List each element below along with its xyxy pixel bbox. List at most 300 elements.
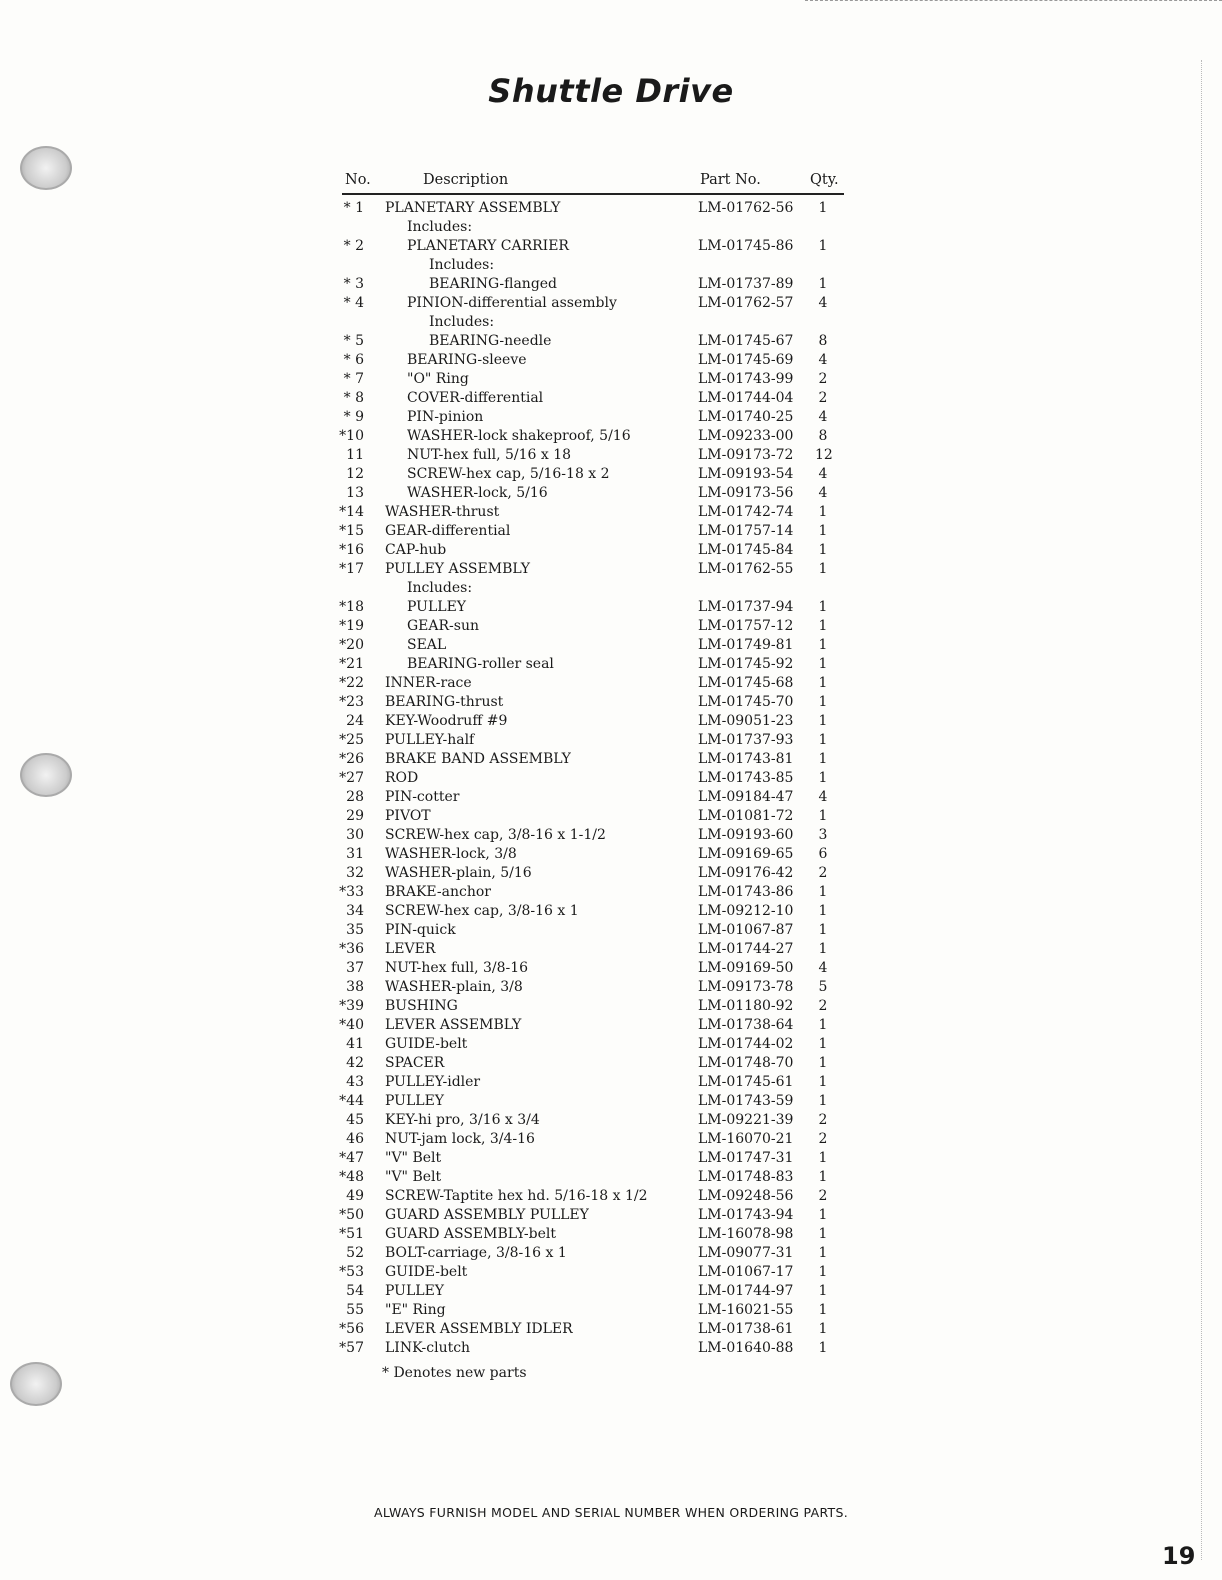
item-quantity: 1 <box>818 808 828 824</box>
item-description: PULLEY <box>385 1093 445 1109</box>
item-quantity: 1 <box>818 200 828 216</box>
table-row <box>0 370 1222 389</box>
item-number: *17 <box>339 561 364 577</box>
item-number: *40 <box>339 1017 364 1033</box>
item-number: 11 <box>346 447 364 463</box>
table-row <box>0 446 1222 465</box>
item-description: GUIDE-belt <box>385 1036 468 1052</box>
item-quantity: 6 <box>818 846 828 862</box>
table-row <box>0 1244 1222 1263</box>
item-number: *44 <box>339 1093 364 1109</box>
table-row <box>0 560 1222 579</box>
item-number: 13 <box>346 485 364 501</box>
table-row <box>0 997 1222 1016</box>
part-number: LM-09193-54 <box>698 466 794 482</box>
item-description: Includes: <box>429 257 495 273</box>
item-description: BEARING-roller seal <box>407 656 554 672</box>
table-row <box>0 1206 1222 1225</box>
item-number: * 6 <box>343 352 364 368</box>
part-number: LM-16078-98 <box>698 1226 794 1242</box>
header-rule <box>342 193 844 195</box>
binder-hole-bottom <box>10 1362 62 1406</box>
table-row <box>0 199 1222 218</box>
item-description: BEARING-thrust <box>385 694 504 710</box>
item-quantity: 1 <box>818 1074 828 1090</box>
part-number: LM-01745-67 <box>698 333 794 349</box>
item-description: LEVER ASSEMBLY <box>385 1017 522 1033</box>
table-row <box>0 332 1222 351</box>
header-part-no: Part No. <box>700 172 761 188</box>
part-number: LM-01744-02 <box>698 1036 794 1052</box>
item-description: KEY-Woodruff #9 <box>385 713 508 729</box>
item-description: PULLEY <box>407 599 467 615</box>
part-number: LM-01745-84 <box>698 542 794 558</box>
item-description: LEVER ASSEMBLY IDLER <box>385 1321 573 1337</box>
item-number: * 2 <box>343 238 364 254</box>
part-number: LM-09173-78 <box>698 979 794 995</box>
table-row <box>0 807 1222 826</box>
item-quantity: 2 <box>818 1112 828 1128</box>
part-number: LM-09051-23 <box>698 713 794 729</box>
table-row <box>0 978 1222 997</box>
part-number: LM-01743-81 <box>698 751 794 767</box>
item-quantity: 1 <box>818 523 828 539</box>
part-number: LM-01757-14 <box>698 523 794 539</box>
item-quantity: 1 <box>818 504 828 520</box>
item-description: ROD <box>385 770 419 786</box>
item-description: BEARING-sleeve <box>407 352 527 368</box>
item-description: BEARING-needle <box>429 333 552 349</box>
part-number: LM-01745-86 <box>698 238 794 254</box>
table-row <box>0 294 1222 313</box>
item-description: GEAR-sun <box>407 618 480 634</box>
table-row <box>0 712 1222 731</box>
item-quantity: 1 <box>818 1321 828 1337</box>
table-row <box>0 427 1222 446</box>
item-number: *51 <box>339 1226 364 1242</box>
item-quantity: 1 <box>818 1264 828 1280</box>
table-row <box>0 959 1222 978</box>
item-quantity: 1 <box>818 675 828 691</box>
table-row <box>0 731 1222 750</box>
part-number: LM-01743-86 <box>698 884 794 900</box>
part-number: LM-01742-74 <box>698 504 794 520</box>
item-description: "V" Belt <box>385 1169 442 1185</box>
item-description: COVER-differential <box>407 390 544 406</box>
item-description: KEY-hi pro, 3/16 x 3/4 <box>385 1112 540 1128</box>
part-number: LM-09173-72 <box>698 447 794 463</box>
item-description: WASHER-plain, 3/8 <box>385 979 523 995</box>
item-number: *20 <box>339 637 364 653</box>
table-row <box>0 275 1222 294</box>
part-number: LM-01744-27 <box>698 941 794 957</box>
part-number: LM-01081-72 <box>698 808 794 824</box>
item-description: NUT-hex full, 3/8-16 <box>385 960 529 976</box>
item-quantity: 8 <box>818 428 828 444</box>
table-row <box>0 921 1222 940</box>
item-quantity: 2 <box>818 371 828 387</box>
part-number: LM-01762-55 <box>698 561 794 577</box>
item-description: PULLEY-half <box>385 732 475 748</box>
part-number: LM-01744-04 <box>698 390 794 406</box>
item-number: 24 <box>346 713 364 729</box>
item-description: PLANETARY ASSEMBLY <box>385 200 561 216</box>
part-number: LM-01749-81 <box>698 637 794 653</box>
part-number: LM-01757-12 <box>698 618 794 634</box>
item-number: *47 <box>339 1150 364 1166</box>
item-quantity: 3 <box>818 827 828 843</box>
table-row <box>0 1149 1222 1168</box>
part-number: LM-09077-31 <box>698 1245 794 1261</box>
item-description: BRAKE-anchor <box>385 884 491 900</box>
part-number: LM-01748-83 <box>698 1169 794 1185</box>
item-number: *56 <box>339 1321 364 1337</box>
item-number: 46 <box>346 1131 364 1147</box>
item-description: BOLT-carriage, 3/8-16 x 1 <box>385 1245 567 1261</box>
table-row <box>0 1320 1222 1339</box>
item-number: 30 <box>346 827 364 843</box>
part-number: LM-01737-93 <box>698 732 794 748</box>
table-row <box>0 1301 1222 1320</box>
item-quantity: 1 <box>818 637 828 653</box>
item-quantity: 1 <box>818 656 828 672</box>
part-number: LM-01640-88 <box>698 1340 794 1356</box>
item-description: GEAR-differential <box>385 523 511 539</box>
item-number: 55 <box>346 1302 364 1318</box>
footnote: * Denotes new parts <box>382 1365 527 1381</box>
page-title: Shuttle Drive <box>488 72 734 110</box>
part-number: LM-01737-89 <box>698 276 794 292</box>
item-quantity: 1 <box>818 713 828 729</box>
item-quantity: 1 <box>818 542 828 558</box>
part-number: LM-16021-55 <box>698 1302 794 1318</box>
part-number: LM-01762-57 <box>698 295 794 311</box>
part-number: LM-01745-92 <box>698 656 794 672</box>
item-number: *19 <box>339 618 364 634</box>
item-number: *33 <box>339 884 364 900</box>
item-quantity: 4 <box>818 960 828 976</box>
item-number: 34 <box>346 903 364 919</box>
part-number: LM-01067-87 <box>698 922 794 938</box>
part-number: LM-09184-47 <box>698 789 794 805</box>
item-number: 45 <box>346 1112 364 1128</box>
part-number: LM-01738-61 <box>698 1321 794 1337</box>
part-number: LM-01745-61 <box>698 1074 794 1090</box>
part-number: LM-01743-94 <box>698 1207 794 1223</box>
item-description: INNER-race <box>385 675 472 691</box>
part-number: LM-01762-56 <box>698 200 794 216</box>
item-description: SCREW-Taptite hex hd. 5/16-18 x 1/2 <box>385 1188 648 1204</box>
item-description: SCREW-hex cap, 3/8-16 x 1 <box>385 903 579 919</box>
table-row <box>0 579 1222 598</box>
table-row <box>0 1130 1222 1149</box>
item-quantity: 2 <box>818 1188 828 1204</box>
item-number: 54 <box>346 1283 364 1299</box>
table-row <box>0 541 1222 560</box>
part-number: LM-16070-21 <box>698 1131 794 1147</box>
item-description: WASHER-lock shakeproof, 5/16 <box>407 428 631 444</box>
part-number: LM-01067-17 <box>698 1264 794 1280</box>
part-number: LM-09176-42 <box>698 865 794 881</box>
item-quantity: 4 <box>818 295 828 311</box>
table-row <box>0 1168 1222 1187</box>
item-quantity: 2 <box>818 998 828 1014</box>
item-number: * 9 <box>343 409 364 425</box>
item-number: *10 <box>339 428 364 444</box>
item-number: * 1 <box>343 200 364 216</box>
item-number: * 4 <box>343 295 364 311</box>
part-number: LM-01744-97 <box>698 1283 794 1299</box>
item-quantity: 1 <box>818 903 828 919</box>
item-quantity: 1 <box>818 1207 828 1223</box>
item-number: *21 <box>339 656 364 672</box>
item-quantity: 1 <box>818 941 828 957</box>
item-quantity: 4 <box>818 485 828 501</box>
item-number: * 5 <box>343 333 364 349</box>
item-number: * 7 <box>343 371 364 387</box>
table-row <box>0 1225 1222 1244</box>
table-row <box>0 237 1222 256</box>
item-quantity: 12 <box>815 447 833 463</box>
table-row <box>0 617 1222 636</box>
table-row <box>0 1035 1222 1054</box>
item-quantity: 1 <box>818 1302 828 1318</box>
item-quantity: 4 <box>818 466 828 482</box>
item-quantity: 1 <box>818 1093 828 1109</box>
item-description: PINION-differential assembly <box>407 295 617 311</box>
table-row <box>0 256 1222 275</box>
item-description: Includes: <box>407 219 473 235</box>
table-row <box>0 408 1222 427</box>
item-description: "V" Belt <box>385 1150 442 1166</box>
item-number: * 8 <box>343 390 364 406</box>
table-row <box>0 1263 1222 1282</box>
part-number: LM-01737-94 <box>698 599 794 615</box>
item-number: 49 <box>346 1188 364 1204</box>
item-quantity: 2 <box>818 865 828 881</box>
item-quantity: 1 <box>818 694 828 710</box>
part-number: LM-09248-56 <box>698 1188 794 1204</box>
item-description: CAP-hub <box>385 542 447 558</box>
item-number: *48 <box>339 1169 364 1185</box>
table-row <box>0 864 1222 883</box>
part-number: LM-09221-39 <box>698 1112 794 1128</box>
item-quantity: 4 <box>818 352 828 368</box>
item-number: *57 <box>339 1340 364 1356</box>
item-description: WASHER-lock, 5/16 <box>407 485 548 501</box>
binder-hole-top <box>20 146 72 190</box>
item-quantity: 1 <box>818 1245 828 1261</box>
table-row <box>0 218 1222 237</box>
item-number: *14 <box>339 504 364 520</box>
part-number: LM-01745-70 <box>698 694 794 710</box>
part-number: LM-09169-50 <box>698 960 794 976</box>
item-description: PULLEY <box>385 1283 445 1299</box>
item-number: 31 <box>346 846 364 862</box>
item-quantity: 1 <box>818 1283 828 1299</box>
table-row <box>0 503 1222 522</box>
page-number: 19 <box>1162 1542 1196 1570</box>
part-number: LM-01180-92 <box>698 998 794 1014</box>
table-row <box>0 351 1222 370</box>
table-row <box>0 693 1222 712</box>
part-number: LM-09233-00 <box>698 428 794 444</box>
item-number: 43 <box>346 1074 364 1090</box>
item-number: *26 <box>339 751 364 767</box>
item-description: WASHER-thrust <box>385 504 500 520</box>
item-number: 28 <box>346 789 364 805</box>
table-row <box>0 389 1222 408</box>
table-row <box>0 902 1222 921</box>
part-number: LM-09173-56 <box>698 485 794 501</box>
item-number: *16 <box>339 542 364 558</box>
item-description: "O" Ring <box>407 371 469 387</box>
item-description: WASHER-plain, 5/16 <box>385 865 532 881</box>
footer-notice: ALWAYS FURNISH MODEL AND SERIAL NUMBER WHEN ORDERING PARTS. <box>374 1505 848 1520</box>
item-number: 35 <box>346 922 364 938</box>
part-number: LM-01743-59 <box>698 1093 794 1109</box>
item-description: SCREW-hex cap, 5/16-18 x 2 <box>407 466 610 482</box>
item-description: Includes: <box>429 314 495 330</box>
item-description: GUIDE-belt <box>385 1264 468 1280</box>
item-quantity: 1 <box>818 1055 828 1071</box>
table-row <box>0 769 1222 788</box>
item-number: *22 <box>339 675 364 691</box>
header-no: No. <box>345 172 371 188</box>
item-description: NUT-hex full, 5/16 x 18 <box>407 447 572 463</box>
item-quantity: 1 <box>818 561 828 577</box>
item-number: 52 <box>346 1245 364 1261</box>
table-row <box>0 1282 1222 1301</box>
table-row <box>0 313 1222 332</box>
item-quantity: 1 <box>818 1169 828 1185</box>
parts-table <box>0 199 1222 1358</box>
item-quantity: 8 <box>818 333 828 349</box>
part-number: LM-01747-31 <box>698 1150 794 1166</box>
item-description: GUARD ASSEMBLY-belt <box>385 1226 556 1242</box>
item-number: *53 <box>339 1264 364 1280</box>
item-description: PIVOT <box>385 808 431 824</box>
item-description: GUARD ASSEMBLY PULLEY <box>385 1207 589 1223</box>
part-number: LM-01743-85 <box>698 770 794 786</box>
header-qty: Qty. <box>810 172 839 188</box>
table-row <box>0 1339 1222 1358</box>
item-quantity: 4 <box>818 409 828 425</box>
item-number: 37 <box>346 960 364 976</box>
table-row <box>0 598 1222 617</box>
table-row <box>0 465 1222 484</box>
item-number: *15 <box>339 523 364 539</box>
part-number: LM-01740-25 <box>698 409 794 425</box>
part-number: LM-09193-60 <box>698 827 794 843</box>
part-number: LM-09212-10 <box>698 903 794 919</box>
item-quantity: 1 <box>818 599 828 615</box>
item-quantity: 1 <box>818 732 828 748</box>
table-row <box>0 845 1222 864</box>
item-description: PULLEY-idler <box>385 1074 481 1090</box>
table-row <box>0 940 1222 959</box>
item-description: SCREW-hex cap, 3/8-16 x 1-1/2 <box>385 827 606 843</box>
item-quantity: 1 <box>818 1340 828 1356</box>
table-row <box>0 826 1222 845</box>
item-description: BUSHING <box>385 998 458 1014</box>
item-quantity: 1 <box>818 276 828 292</box>
item-number: *36 <box>339 941 364 957</box>
item-description: SEAL <box>407 637 447 653</box>
item-description: PIN-pinion <box>407 409 484 425</box>
item-number: 42 <box>346 1055 364 1071</box>
item-quantity: 2 <box>818 390 828 406</box>
part-number: LM-01738-64 <box>698 1017 794 1033</box>
item-quantity: 2 <box>818 1131 828 1147</box>
item-quantity: 1 <box>818 238 828 254</box>
item-number: 12 <box>346 466 364 482</box>
part-number: LM-09169-65 <box>698 846 794 862</box>
table-row <box>0 1016 1222 1035</box>
item-description: "E" Ring <box>385 1302 446 1318</box>
table-row <box>0 674 1222 693</box>
item-number: *23 <box>339 694 364 710</box>
scan-top-edge <box>805 0 1222 1</box>
item-number: *39 <box>339 998 364 1014</box>
item-quantity: 1 <box>818 1036 828 1052</box>
table-row <box>0 484 1222 503</box>
part-number: LM-01743-99 <box>698 371 794 387</box>
item-number: *25 <box>339 732 364 748</box>
item-quantity: 1 <box>818 770 828 786</box>
header-description: Description <box>423 172 509 188</box>
item-description: PULLEY ASSEMBLY <box>385 561 531 577</box>
item-number: *18 <box>339 599 364 615</box>
part-number: LM-01745-68 <box>698 675 794 691</box>
table-row <box>0 750 1222 769</box>
item-quantity: 1 <box>818 1150 828 1166</box>
item-number: * 3 <box>343 276 364 292</box>
item-number: 32 <box>346 865 364 881</box>
item-number: *27 <box>339 770 364 786</box>
item-quantity: 5 <box>818 979 828 995</box>
item-description: SPACER <box>385 1055 445 1071</box>
item-quantity: 1 <box>818 751 828 767</box>
item-number: *50 <box>339 1207 364 1223</box>
table-row <box>0 788 1222 807</box>
table-row <box>0 1111 1222 1130</box>
item-description: WASHER-lock, 3/8 <box>385 846 517 862</box>
item-quantity: 1 <box>818 1226 828 1242</box>
item-description: BEARING-flanged <box>429 276 558 292</box>
item-number: 41 <box>346 1036 364 1052</box>
table-row <box>0 522 1222 541</box>
part-number: LM-01745-69 <box>698 352 794 368</box>
table-row <box>0 1092 1222 1111</box>
item-number: 29 <box>346 808 364 824</box>
part-number: LM-01748-70 <box>698 1055 794 1071</box>
item-quantity: 1 <box>818 1017 828 1033</box>
item-description: PIN-quick <box>385 922 456 938</box>
table-row <box>0 883 1222 902</box>
item-description: Includes: <box>407 580 473 596</box>
item-description: LINK-clutch <box>385 1340 471 1356</box>
item-description: PIN-cotter <box>385 789 460 805</box>
item-quantity: 1 <box>818 922 828 938</box>
item-description: BRAKE BAND ASSEMBLY <box>385 751 571 767</box>
table-row <box>0 1073 1222 1092</box>
table-row <box>0 1187 1222 1206</box>
item-description: NUT-jam lock, 3/4-16 <box>385 1131 535 1147</box>
item-number: 38 <box>346 979 364 995</box>
table-row <box>0 655 1222 674</box>
item-description: LEVER <box>385 941 436 957</box>
